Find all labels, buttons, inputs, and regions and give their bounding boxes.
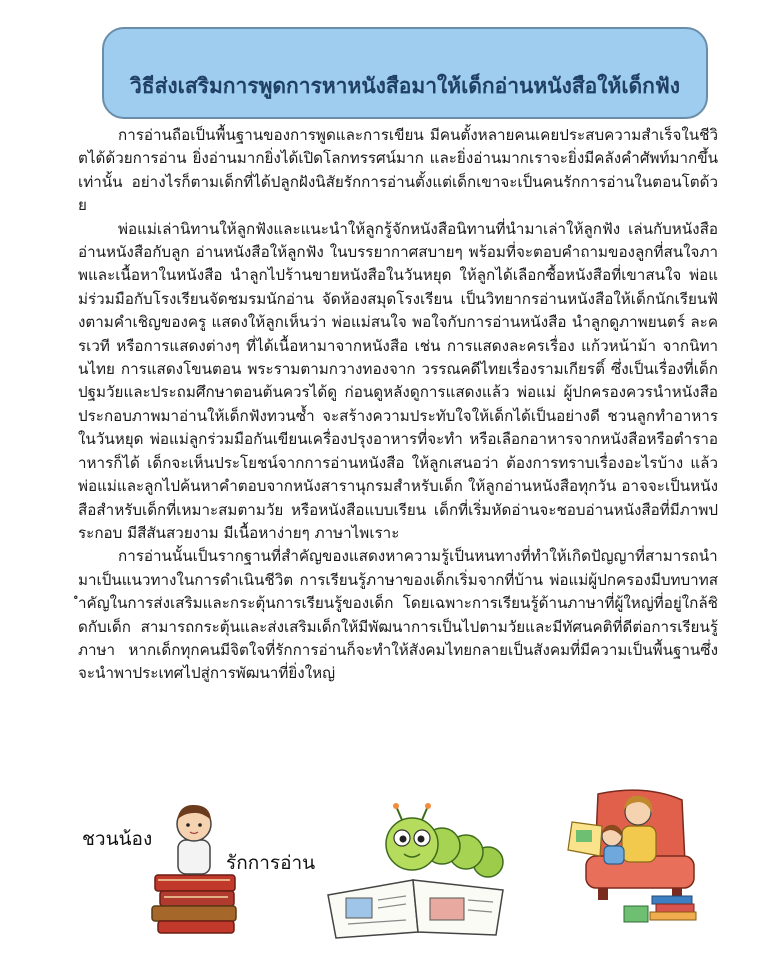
caterpillar-book-icon (318, 800, 518, 940)
title-banner (102, 27, 708, 119)
mother-child-reading-icon (560, 786, 710, 926)
article-body (78, 124, 718, 686)
paragraph-3: การอ่านนั้นเป็นรากฐานที่สำคัญของแสดงหาความรู้เป็นหนทางที่ทำให้เกิดปัญญาที่สามารถนำมาเป็นแนวทางในการดำเนินชีวิต การเรียนรู้ภาษาของเด็กเริ่มจากที่บ้าน พ่อแม่ผู้ปกครองมีบทบาทสำคัญในการส่งเสริมและกระตุ้นการเรียนรู้ของเด็ก โดยเฉพาะการเรียนรู้ด้านภาษาที่ผู้ใหญ่ที่อยู่ใกล้ชิดกับเด็ก สามารถกระตุ้นและส่งเสริมเด็กให้มีพัฒนาการเป็นไปตามวัยและมีทัศนคติที่ดีต่อการเรียนรู้ภาษา หากเด็กทุกคนมีจิตใจที่รักการอ่านก็จะทำให้สังคมไทยกลายเป็นสังคมที่มีความเป็นพื้นฐานซึ่งจะนำพาประเทศไปสู่การพัฒนาที่ยิ่งใหญ่ (78, 547, 718, 683)
paragraph-2: พ่อแม่เล่านิทานให้ลูกฟังและแนะนำให้ลูกรู้จักหนังสือนิทานที่นำมาเล่าให้ลูกฟัง เล่นกับหนังสือ อ่านหนังสือกับลูก อ่านหนังสือให้ลูกฟัง ในบรรยากาศสบายๆ พร้อมที่จะตอบคำถามของลูกที่สนใจภาพและเนื้อหาในหนังสือ นำลูกไปร้านขายหนังสือในวันหยุด ให้ลูกได้เลือกซื้อหนังสือที่เขาสนใจ พ่อแม่ร่วมมือกับโรงเรียนจัดชมรมนักอ่าน จัดห้องสมุดโรงเรียน เป็นวิทยากรอ่านหนังสือให้เด็กนักเรียนฟังตามคำเชิญของครู แสดงให้ลูกเห็นว่า พ่อแม่สนใจ พอใจกับการอ่านหนังสือ นำลูกดูภาพยนตร์ ละครเวที หรือการแสดงต่างๆ ที่ได้เนื้อหามาจากหนังสือ เช่น การแสดงละครเรื่อง แก้วหน้าม้า จากนิทานไทย การแสดงโขนตอน พระรามตามกวางทองจาก วรรณคดีไทยเรื่องรามเกียรติ์ ซึ่งเป็นเรื่องที่เด็กปฐมวัยและประถมศึกษาตอนต้นควรได้ดู ก่อนดูหลังดูการแสดงแล้ว พ่อแม่ ผู้ปกครองควรนำหนังสือประกอบภาพมาอ่านให้เด็กฟังทวนซ้ำ จะสร้างความประทับใจให้เด็กได้เป็นอย่างดี ชวนลูกทำอาหารในวันหยุด พ่อแม่ลูกร่วมมือกันเขียนเครื่องปรุงอาหารที่จะทำ หรือเลือกอาหารจากหนังสือหรือตำราอาหารก็ได้ เด็กจะเห็นประโยชน์จากการอ่านหนังสือ ให้ลูกเสนอว่า ต้องการทราบเรื่องอะไรบ้าง แล้วพ่อแม่และลูกไปค้นหาคำตอบจากหนังสารานุกรมสำหรับเด็ก ให้ลูกอ่านหนังสือทุกวัน อาจจะเป็นหนังสือสำหรับเด็กที่เหมาะสมตามวัย หรือหนังสือแบบเรียน เด็กที่เริ่มหัดอ่านจะชอบอ่านหนังสือที่มีภาพประกอบ มีสีสันสวยงาม มีเนื้อหาง่ายๆ ภาษาไพเราะ (78, 219, 718, 542)
boy-reading-icon (150, 800, 240, 935)
page-title: วิธีส่งเสริมการพูดการหาหนังสือมาให้เด็กอ่านหนังสือให้เด็กฟัง (129, 74, 681, 98)
caption-left: ชวนน้อง (82, 828, 153, 850)
paragraph-1: การอ่านถือเป็นพื้นฐานของการพูดและการเขียน มีคนตั้งหลายคนเคยประสบความสำเร็จในชีวิตได้ด้วยการอ่าน ยิ่งอ่านมากยิ่งได้เปิดโลกทรรศน์มาก และยิ่งอ่านมากเราจะยิ่งมีคลังคำศัพท์มากขึ้นเท่านั้น อย่างไรก็ตามเด็กที่ได้ปลูกฝังนิสัยรักการอ่านตั้งแต่เด็กเขาจะเป็นคนรักการอ่านในตอนโตด้วย (78, 126, 718, 215)
caption-right: รักการอ่าน (226, 852, 316, 874)
